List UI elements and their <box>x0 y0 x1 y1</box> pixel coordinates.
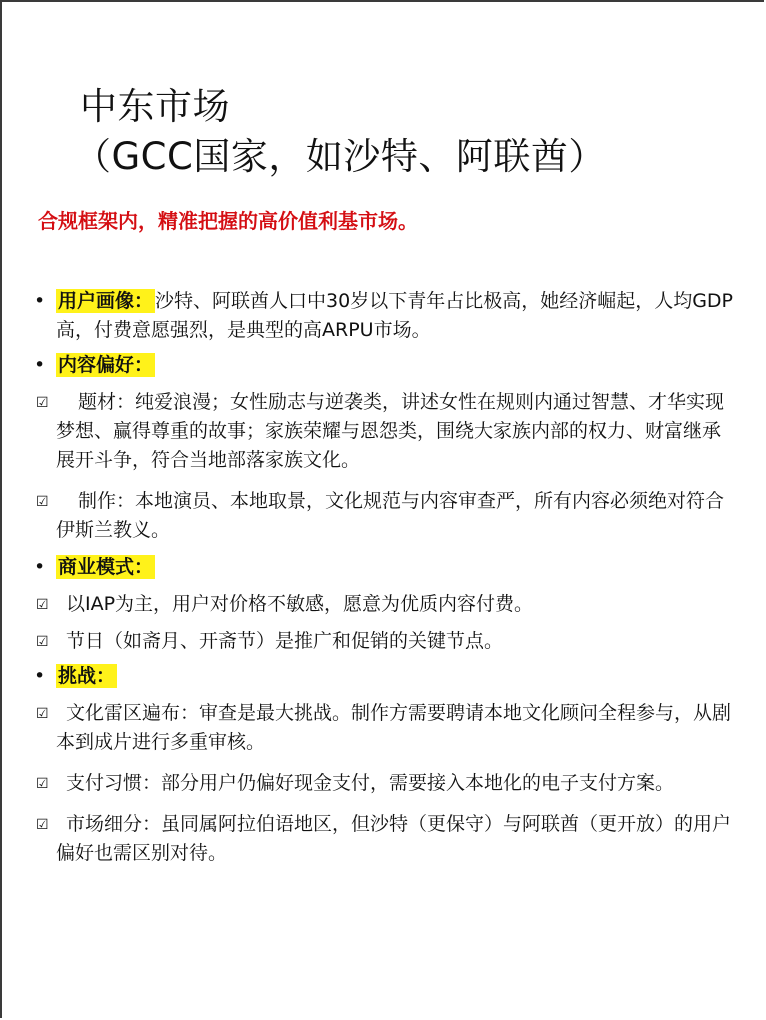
section-text: 沙特、阿联酋人口中30岁以下青年占比极高，她经济崛起，人均GDP高，付费意愿强烈，是典型的高ARPU市场。 <box>56 290 734 341</box>
checkbox-icon: ☑ <box>36 706 49 722</box>
bullet-dot-icon: • <box>34 665 46 687</box>
list-item-text: 节日（如斋月、开斋节）是推广和促销的关键节点。 <box>66 630 504 652</box>
list-item-text: 支付习惯：部分用户仍偏好现金支付，需要接入本地化的电子支付方案。 <box>66 772 675 794</box>
list-item-text: 以IAP为主，用户对价格不敏感，愿意为优质内容付费。 <box>66 593 534 615</box>
section-label: 内容偏好： <box>58 354 154 376</box>
list-item <box>34 627 734 656</box>
bullet-dot-icon: • <box>34 290 46 312</box>
checkbox-icon: ☑ <box>36 597 49 613</box>
section-label: 用户画像： <box>58 290 154 312</box>
list-item <box>34 769 734 798</box>
checkbox-icon: ☑ <box>36 776 49 792</box>
section-label: 商业模式： <box>58 556 154 578</box>
title-line-2: （GCC国家，如沙特、阿联酋） <box>74 135 606 178</box>
title-line-1: 中东市场 <box>80 85 230 128</box>
checkbox-icon: ☑ <box>36 494 49 510</box>
subtitle: 合规框架内，精准把握的高价值利基市场。 <box>38 209 418 233</box>
content-list <box>34 287 734 874</box>
bullet-dot-icon: • <box>34 354 46 376</box>
list-item <box>34 388 734 475</box>
list-item-text: 市场细分：虽同属阿拉伯语地区，但沙特（更保守）与阿联酋（更开放）的用户偏好也需区别对待。 <box>56 813 732 864</box>
list-item-text: 文化雷区遍布：审查是最大挑战。制作方需要聘请本地文化顾问全程参与，从剧本到成片进行多重审核。 <box>56 702 732 753</box>
list-item <box>34 699 734 757</box>
list-item-text: 制作：本地演员、本地取景，文化规范与内容审查严，所有内容必须绝对符合伊斯兰教义。 <box>56 490 725 541</box>
section-label: 挑战： <box>58 665 116 687</box>
section-business-model <box>34 553 734 582</box>
checkbox-icon: ☑ <box>36 634 49 650</box>
checkbox-icon: ☑ <box>36 395 49 411</box>
list-item <box>34 590 734 619</box>
section-user-profile <box>34 287 734 345</box>
page-title <box>74 82 740 182</box>
checkbox-icon: ☑ <box>36 817 49 833</box>
bullet-dot-icon: • <box>34 556 46 578</box>
section-content-pref <box>34 351 734 380</box>
list-item-text: 题材：纯爱浪漫；女性励志与逆袭类，讲述女性在规则内通过智慧、才华实现梦想、赢得尊重的故事；家族荣耀与恩怨类，围绕大家族内部的权力、财富继承展开斗争，符合当地部落家族文化。 <box>56 391 725 471</box>
section-challenges <box>34 662 734 691</box>
list-item <box>34 810 734 868</box>
list-item <box>34 487 734 545</box>
